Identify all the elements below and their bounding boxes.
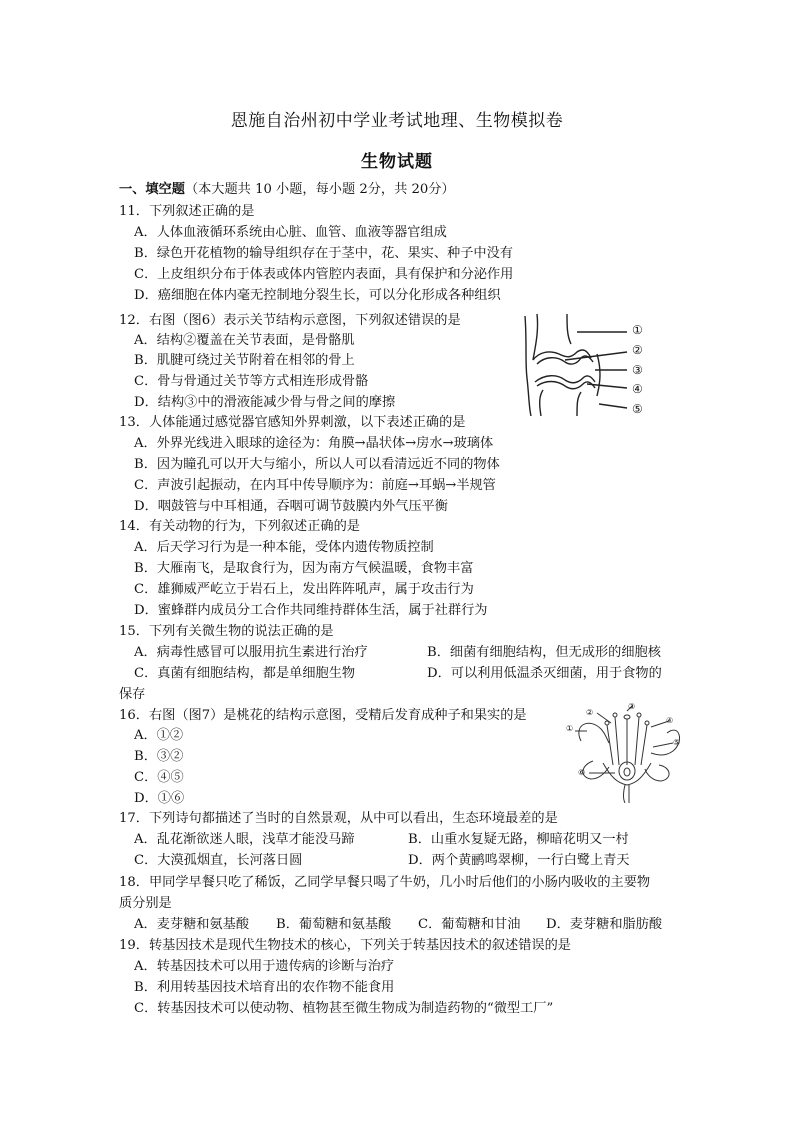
q19-stem: 19．转基因技术是现代生物技术的核心，下列关于转基因技术的叙述错误的是 [119,938,571,953]
q17-option-c: C．大漠孤烟直，长河落日圆 [134,853,303,868]
q14-stem: 14．有关动物的行为，下列叙述正确的是 [119,519,360,534]
q14-option-c: C．雄狮威严屹立于岩石上，发出阵阵吼声，属于攻击行为 [134,582,474,597]
q12-option-a: A．结构②覆盖在关节表面，是骨骼肌 [134,333,355,348]
q12-option-d: D．结构③中的滑液能减少骨与骨之间的摩擦 [134,395,396,410]
q16-stem: 16．右图（图7）是桃花的结构示意图，受精后发育成种子和果实的是 [119,708,527,723]
q14-option-b: B．大雁南飞，是取食行为，因为南方气候温暖，食物丰富 [134,561,474,576]
joint-label-1: ① [632,323,643,337]
q18-stem-cont: 质分别是 [119,896,172,911]
page-subtitle: 生物试题 [361,152,433,172]
q13-stem: 13．人体能通过感觉器官感知外界刺激，以下表述正确的是 [119,415,466,430]
q16-option-b: B．③② [134,749,184,764]
section-heading [119,181,455,199]
q13-option-b: B．因为瞳孔可以开大与缩小，所以人可以看清远近不同的物体 [134,457,500,472]
q12-option-b: B．肌腱可绕过关节附着在相邻的骨上 [134,353,355,368]
flower-label-1: ① [566,724,574,733]
q11-option-c: C．上皮组织分布于体表或体内管腔内表面，具有保护和分泌作用 [134,267,514,282]
joint-label-5: ⑤ [632,402,643,416]
page-title: 恩施自治州初中学业考试地理、生物模拟卷 [230,111,564,131]
q17-option-d: D．两个黄鹂鸣翠柳，一行白鹭上青天 [408,853,630,868]
joint-label-4: ④ [632,382,643,396]
q17-option-a: A．乱花渐欲迷人眼，浅草才能没马蹄 [134,832,355,847]
q15-stem: 15．下列有关微生物的说法正确的是 [119,624,334,639]
q15-option-d: D．可以利用低温杀灭细菌，用于食物的 [427,666,662,681]
q12-option-c: C．骨与骨通过关节等方式相连形成骨骼 [134,374,369,389]
q16-option-d: D．①⑥ [134,791,185,806]
flower-label-3: ③ [628,702,636,711]
section-label: 一、填空题 [119,182,185,197]
q12-stem: 12．右图（图6）表示关节结构示意图，下列叙述错误的是 [119,313,461,328]
q18-option-c: C．葡萄糖和甘油 [418,917,521,932]
q15-option-c: C．真菌有细胞结构，都是单细胞生物 [134,666,356,681]
q18-option-d: D．麦芽糖和脂肪酸 [546,917,663,932]
q19-option-c: C．转基因技术可以使动物、植物甚至微生物成为制造药物的“微型工厂” [134,1001,554,1016]
q11-option-b: B．绿色开花植物的输导组织存在于茎中，花、果实、种子中没有 [134,246,513,261]
q13-option-c: C．声波引起振动，在内耳中传导顺序为：前庭→耳蜗→半规管 [134,478,496,493]
flower-label-6: ⑥ [578,768,586,777]
joint-label-2: ② [632,343,643,357]
q19-option-a: A．转基因技术可以用于遗传病的诊断与治疗 [134,959,395,974]
section-note: （本大题共 10 小题，每小题 2分，共 20分） [184,182,455,197]
flower-label-4: ④ [666,716,674,725]
flower-label-2: ② [586,708,594,717]
q17-stem: 17．下列诗句都描述了当时的自然景观，从中可以看出，生态环境最差的是 [119,811,558,826]
q13-option-a: A．外界光线进入眼球的途径为：角膜→晶状体→房水→玻璃体 [134,436,494,451]
q13-option-d: D．咽鼓管与中耳相通，吞咽可调节鼓膜内外气压平衡 [134,499,448,514]
q17-option-b: B．山重水复疑无路，柳暗花明又一村 [408,832,629,847]
q14-option-a: A．后天学习行为是一种本能，受体内遗传物质控制 [134,540,434,555]
q18-option-b: B．葡萄糖和氨基酸 [276,917,392,932]
q16-option-c: C．④⑤ [134,770,184,785]
q14-option-d: D．蜜蜂群内成员分工合作共同维持群体生活，属于社群行为 [134,603,488,618]
q16-option-a: A．①② [134,728,184,743]
q11-option-a: A．人体血液循环系统由心脏、血管、血液等器官组成 [134,225,447,240]
q19-option-b: B．利用转基因技术培育出的农作物不能食用 [134,980,395,995]
q15-option-a: A．病毒性感冒可以服用抗生素进行治疗 [134,645,368,660]
q15-option-b: B．细菌有细胞结构，但无成形的细胞核 [427,645,661,660]
q11-option-d: D．癌细胞在体内毫无控制地分裂生长，可以分化形成各种组织 [134,288,501,303]
q11-stem: 11．下列叙述正确的是 [119,204,255,219]
q15-option-d-cont: 保存 [119,687,146,702]
joint-label-3: ③ [632,363,643,377]
q18-option-a: A．麦芽糖和氨基酸 [134,917,250,932]
q18-stem: 18．甲同学早餐只吃了稀饭，乙同学早餐只喝了牛奶，几小时后他们的小肠内吸收的主要物 [119,875,651,890]
flower-label-5: ⑤ [673,738,681,747]
